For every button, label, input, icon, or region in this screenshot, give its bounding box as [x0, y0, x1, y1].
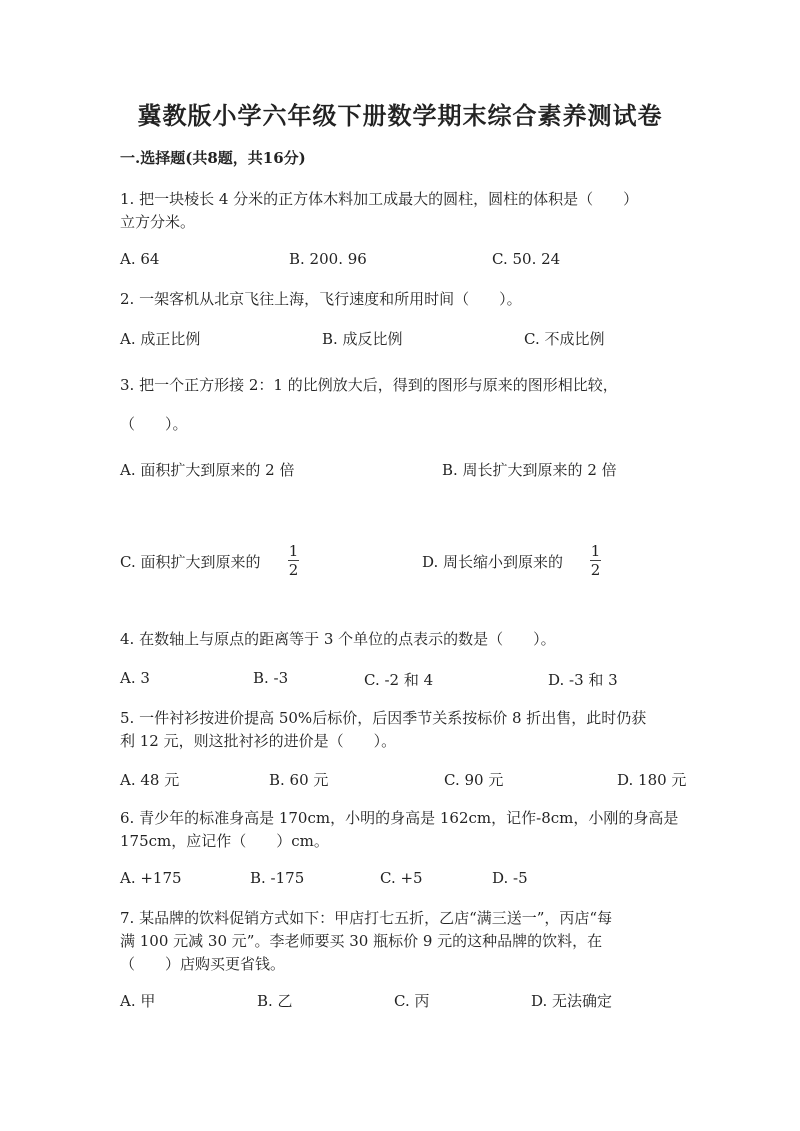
option-4c: C. -2 和 4 — [364, 671, 434, 689]
question-text-line: 利 12 元，则这批衬衫的进价是（ ）。 — [120, 732, 397, 750]
question-text-line: 5. 一件衬衫按进价提高 50%后标价，后因季节关系按标价 8 折出售，此时仍获 — [120, 709, 647, 727]
fraction-numerator: 1 — [590, 542, 601, 560]
fraction-one-half — [590, 543, 601, 578]
option-3b: B. 周长扩大到原来的 2 倍 — [442, 461, 617, 479]
option-3a: A. 面积扩大到原来的 2 倍 — [120, 461, 295, 479]
option-4b: B. -3 — [253, 669, 289, 687]
question-text-line: 3. 把一个正方形接 2：1 的比例放大后，得到的图形与原来的图形相比较， — [120, 376, 618, 394]
question-text-line: 1. 把一块棱长 4 分米的正方体木料加工成最大的圆柱，圆柱的体积是（ ） — [120, 190, 639, 208]
option-5c: C. 90 元 — [444, 771, 504, 789]
question-text-line: 2. 一架客机从北京飞往上海，飞行速度和所用时间（ ）。 — [120, 290, 522, 308]
question-text-line: （ ）。 — [120, 415, 188, 433]
option-7c: C. 丙 — [394, 992, 430, 1010]
question-text-line: 7. 某品牌的饮料促销方式如下：甲店打七五折，乙店“满三送一”，丙店“每 — [120, 909, 613, 927]
option-1b: B. 200. 96 — [289, 250, 367, 268]
question-1 — [120, 188, 685, 234]
section-heading: 一.选择题(共8题，共16分) — [120, 149, 306, 167]
option-6b: B. -175 — [250, 869, 305, 887]
option-5b: B. 60 元 — [269, 771, 329, 789]
option-2b: B. 成反比例 — [322, 330, 403, 348]
option-4d: D. -3 和 3 — [548, 671, 618, 689]
option-3c: C. 面积扩大到原来的 — [120, 553, 261, 571]
fraction-one-half — [288, 543, 299, 578]
question-text-line: 4. 在数轴上与原点的距离等于 3 个单位的点表示的数是（ ）。 — [120, 630, 556, 648]
question-2 — [120, 288, 685, 311]
option-5d: D. 180 元 — [617, 771, 687, 789]
question-3 — [120, 366, 685, 444]
question-4 — [120, 628, 685, 651]
fraction-denominator: 2 — [590, 561, 601, 579]
option-5a: A. 48 元 — [120, 771, 180, 789]
question-text-line: 满 100 元减 30 元”。李老师要买 30 瓶标价 9 元的这种品牌的饮料，在 — [120, 932, 603, 950]
option-2c: C. 不成比例 — [524, 330, 605, 348]
fraction-numerator: 1 — [288, 542, 299, 560]
option-2a: A. 成正比例 — [120, 330, 201, 348]
option-4a: A. 3 — [120, 669, 150, 687]
option-7b: B. 乙 — [257, 992, 293, 1010]
question-6 — [120, 807, 685, 853]
option-6c: C. +5 — [380, 869, 423, 887]
option-1c: C. 50. 24 — [492, 250, 561, 268]
option-6a: A. +175 — [120, 869, 182, 887]
option-6d: D. -5 — [492, 869, 528, 887]
fraction-denominator: 2 — [288, 561, 299, 579]
option-3d: D. 周长缩小到原来的 — [422, 553, 564, 571]
question-7 — [120, 907, 685, 976]
option-7d: D. 无法确定 — [531, 992, 613, 1010]
question-text-line: （ ）店购买更省钱。 — [120, 955, 286, 973]
question-text-line: 立方分米。 — [120, 213, 196, 231]
question-text-line: 175cm，应记作（ ）cm。 — [120, 832, 329, 850]
question-text-line: 6. 青少年的标准身高是 170cm，小明的身高是 162cm，记作-8cm，小刚的身高是 — [120, 809, 679, 827]
option-1a: A. 64 — [120, 250, 160, 268]
question-5 — [120, 707, 685, 753]
option-7a: A. 甲 — [120, 992, 156, 1010]
page-title: 冀教版小学六年级下册数学期末综合素养测试卷 — [137, 101, 663, 130]
